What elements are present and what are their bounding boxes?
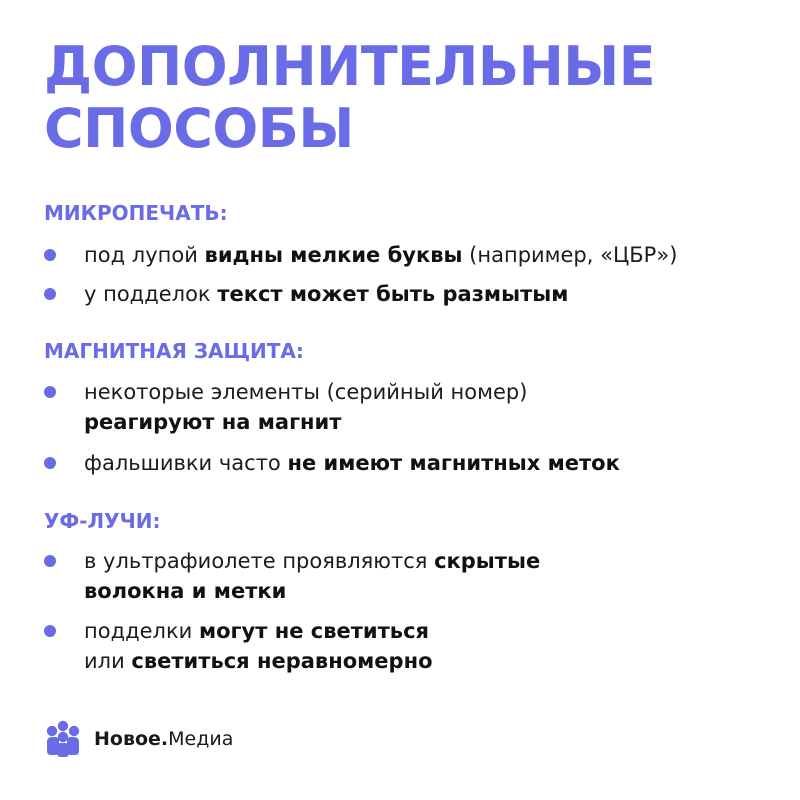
page-title <box>44 36 655 160</box>
list-item-text <box>84 240 677 270</box>
section-heading-magnetic: МАГНИТНАЯ ЗАЩИТА: <box>44 339 304 363</box>
text-regular: (например, «ЦБР») <box>462 243 678 267</box>
text-bold: не имеют магнитных меток <box>287 451 620 475</box>
text-bold: видны мелкие буквы <box>204 243 463 267</box>
bullet-dot-icon <box>44 249 56 261</box>
brand-name-bold: Новое. <box>94 728 169 750</box>
text-regular: подделки <box>84 619 199 643</box>
text-bold: светиться неравномерно <box>131 649 433 673</box>
page-title-line-2: СПОСОБЫ <box>44 97 354 160</box>
text-bold: текст может быть размытым <box>217 282 569 306</box>
bullet-dot-icon <box>44 625 56 637</box>
bullet-dot-icon <box>44 457 56 469</box>
text-bold: волокна и метки <box>84 579 287 603</box>
page-title-line-1: ДОПОЛНИТЕЛЬНЫЕ <box>44 35 656 98</box>
list-item-text <box>84 616 433 676</box>
section-heading-microprint: МИКРОПЕЧАТЬ: <box>44 201 228 225</box>
text-bold: могут не светиться <box>198 619 430 643</box>
brand-logo <box>44 720 233 758</box>
list-item-text <box>84 546 540 606</box>
list-item-text <box>84 448 620 478</box>
list-item-text <box>84 377 527 437</box>
novoe-media-logo-icon <box>44 720 82 758</box>
text-regular: или <box>84 649 132 673</box>
text-bold: скрытые <box>434 549 541 573</box>
text-regular: под лупой <box>84 243 205 267</box>
section-heading-uv: УФ-ЛУЧИ: <box>44 509 161 533</box>
bullet-dot-icon <box>44 288 56 300</box>
text-regular: некоторые элементы (серийный номер) <box>84 380 528 404</box>
bullet-dot-icon <box>44 386 56 398</box>
text-regular: у подделок <box>84 282 218 306</box>
text-regular: фальшивки часто <box>84 451 288 475</box>
text-bold: реагируют на магнит <box>84 410 342 434</box>
list-item-text <box>84 279 568 309</box>
text-regular: в ультрафиолете проявляются <box>84 549 435 573</box>
brand-name-regular: Медиа <box>168 728 234 750</box>
brand-name <box>94 728 233 750</box>
bullet-dot-icon <box>44 555 56 567</box>
